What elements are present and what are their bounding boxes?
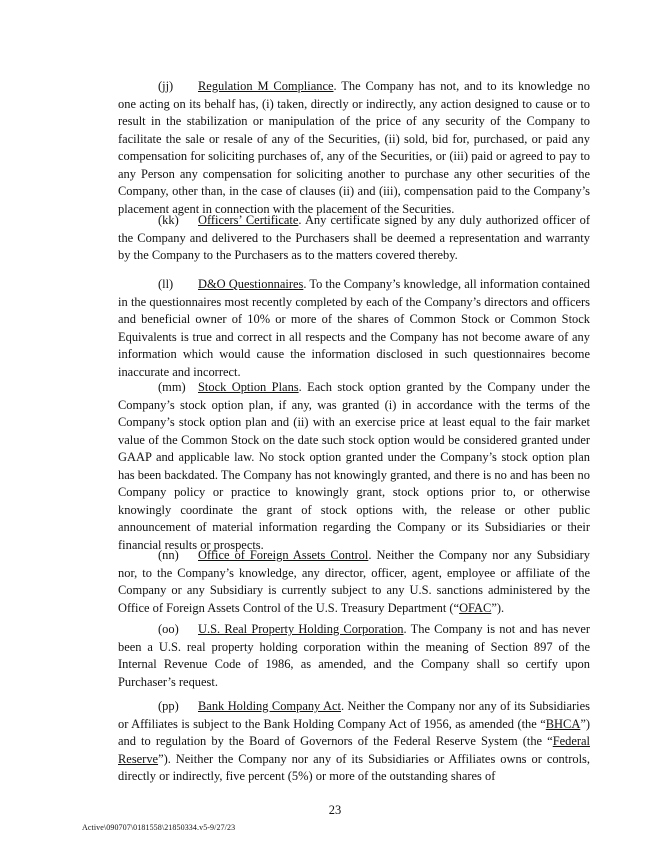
- paragraph-nn: [118, 547, 590, 617]
- defined-term-ofac: OFAC: [459, 600, 492, 615]
- paragraph-heading: Officers’ Certificate: [198, 213, 299, 227]
- paragraph-number: (ll): [158, 277, 174, 291]
- paragraph-number: (pp): [158, 699, 179, 713]
- paragraph-text: ”) and to regulation by the Board of Governors of the Federal Reserve System (the “: [118, 716, 590, 748]
- paragraph-heading: Regulation M Compliance: [198, 79, 334, 93]
- paragraph-text: ”). Neither the Company nor any of its Subsidiaries or Affiliates owns or controls, directly or indirectly, five percent (5%) or more of the outstanding shares of: [118, 751, 590, 783]
- paragraph-text: . The Company is not and has never been a U.S. real property holding corporation within the meaning of Section 897 of the Internal Revenue Code of 1986, as amended, and the Company shall so certify upon Purchaser’s request.: [118, 622, 590, 689]
- paragraph-heading: Bank Holding Company Act: [198, 699, 341, 713]
- paragraph-kk: [118, 212, 590, 265]
- paragraph-text: . Neither the Company nor any of its Subsidiaries or Affiliates is subject to the Bank Holding Company Act of 1956, as amended (the “: [118, 699, 590, 731]
- paragraph-oo: [118, 621, 590, 691]
- defined-term-federal-reserve: Federal Reserve: [118, 734, 590, 766]
- paragraph-heading: Stock Option Plans: [198, 380, 299, 394]
- page-number: 23: [328, 803, 342, 817]
- paragraph-jj: [118, 78, 590, 218]
- document-footer-id: Active\090707\0181558\21850334.v5-9/27/23: [82, 823, 236, 832]
- paragraph-text: . The Company has not, and to its knowledge no one acting on its behalf has, (i) taken, directly or indirectly, any action designed to cause or to result in the stabilization or manipulation of the price of any security of the Company to facilitate the sale or resale of any of the Securities, (ii) sold, bid for, purchased, or paid any compensation for soliciting purchases of, any of the Securities, or (iii) paid or agreed to pay to any Person any compensation for soliciting another to purchase any other securities of the Company, other than, in the case of clauses (ii) and (iii), compensation paid to the Company’s placement agent in connection with the placement of the Securities.: [118, 79, 590, 216]
- paragraph-heading: U.S. Real Property Holding Corporation: [198, 622, 404, 636]
- paragraph-text: . Neither the Company nor any Subsidiary nor, to the Company’s knowledge, any director, officer, agent, employee or affiliate of the Company or any Subsidiary is currently subject to any U.S. sanctions administered by the Office of Foreign Assets Control of the U.S. Treasury Department (“: [118, 548, 590, 615]
- paragraph-ll: [118, 276, 590, 381]
- defined-term-bhca: BHCA: [545, 716, 581, 731]
- paragraph-number: (oo): [158, 622, 179, 636]
- paragraph-text: . Each stock option granted by the Company under the Company’s stock option plan, if any, was granted (i) in accordance with the terms of the Company’s stock option plan and (ii) with an exercise price at least equal to the fair market value of the Common Stock on the date such stock option would be considered granted under GAAP and applicable law. No stock option granted under the Company’s stock option plan has been backdated. The Company has not knowingly granted, and there is no and has been no Company policy or practice to knowingly grant, stock options prior to, or otherwise knowingly coordinate the grant of stock options with, the release or other public announcement of material information regarding the Company or its Subsidiaries or their financial results or prospects.: [118, 380, 590, 552]
- paragraph-number: (kk): [158, 213, 179, 227]
- paragraph-pp: [118, 698, 590, 786]
- paragraph-heading: D&O Questionnaires: [198, 277, 304, 291]
- paragraph-text: ”).: [491, 600, 505, 615]
- paragraph-number: (mm): [158, 380, 186, 394]
- paragraph-number: (jj): [158, 79, 174, 93]
- paragraph-heading: Office of Foreign Assets Control: [198, 548, 369, 562]
- paragraph-mm: [118, 379, 590, 554]
- paragraph-number: (nn): [158, 548, 179, 562]
- paragraph-text: . To the Company’s knowledge, all information contained in the questionnaires most recently completed by each of the Company’s directors and officers and beneficial owner of 10% or more of the shares of Common Stock or Common Stock Equivalents is true and correct in all respects and the Company has not become aware of any information which would cause the information disclosed in such questionnaires become inaccurate and incorrect.: [118, 277, 590, 379]
- paragraph-text: . Any certificate signed by any duly authorized officer of the Company and delivered to the Purchasers shall be deemed a representation and warranty by the Company to the Purchasers as to the matters covered thereby.: [118, 213, 590, 262]
